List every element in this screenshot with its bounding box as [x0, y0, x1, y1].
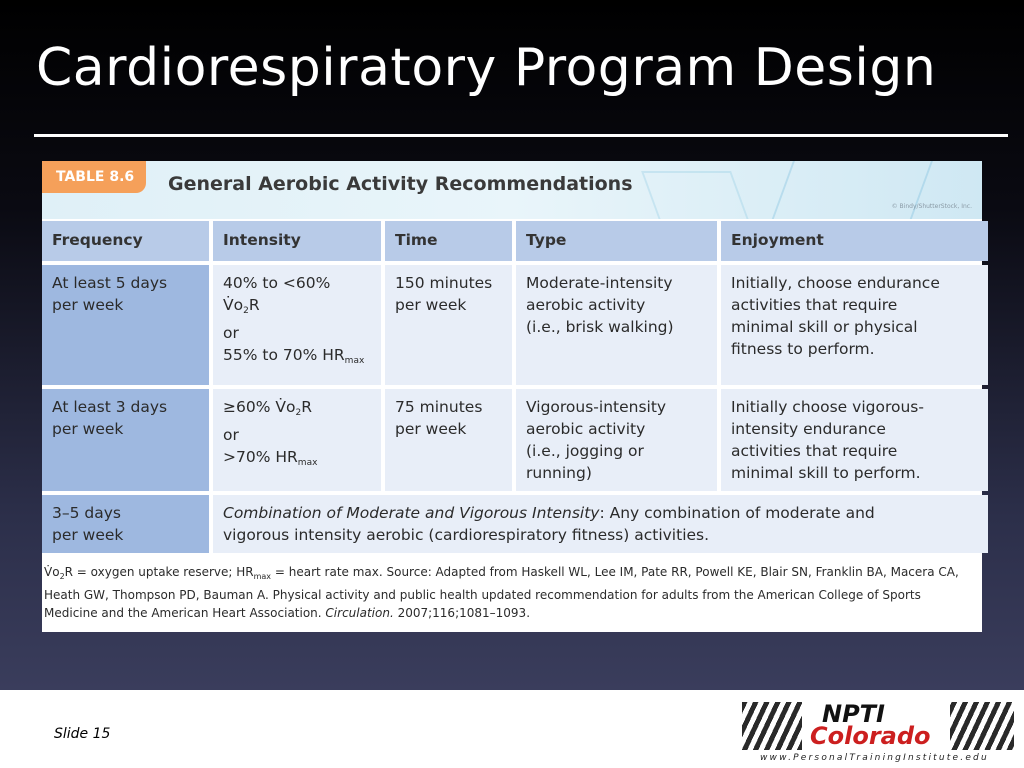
column-header-time: Time: [385, 221, 512, 261]
subscript: max: [253, 572, 272, 581]
vo2-suffix: R: [301, 398, 312, 416]
cell-line: or: [223, 426, 239, 444]
cell-line: per week: [395, 420, 467, 438]
logo-url: www.PersonalTrainingInstitute.edu: [760, 753, 989, 763]
cell-line: per week: [52, 296, 124, 314]
cell-line: At least 3 days: [52, 398, 168, 416]
subscript: max: [297, 458, 318, 468]
cell-line: activities that require: [731, 296, 898, 314]
vo2-suffix: R: [248, 296, 260, 314]
footnote-text: R = oxygen uptake reserve; HR: [64, 565, 254, 579]
recommendations-table: [42, 221, 982, 553]
table-cell-enjoyment: [721, 265, 988, 385]
cell-line: [223, 446, 371, 474]
table-figure: [42, 161, 982, 632]
table-cell-intensity: [213, 265, 381, 385]
cell-line: intensity endurance: [731, 420, 886, 438]
hr-text: 55% to 70% HR: [223, 346, 345, 364]
cell-line: Initially, choose endurance: [731, 274, 940, 292]
cell-line: vigorous intensity aerobic (cardiorespiratory fitness) activities.: [223, 526, 710, 544]
subscript: 2: [243, 306, 249, 316]
cell-line: per week: [395, 296, 467, 314]
cell-line: 3–5 days: [52, 504, 121, 522]
cell-line: [223, 344, 371, 372]
table-header-band: [42, 161, 982, 219]
hr-text: >70% HR: [223, 448, 298, 466]
cell-line: (i.e., jogging or: [526, 442, 644, 460]
table-cell-combined: [213, 495, 988, 553]
logo-npti-text: NPTI: [822, 700, 885, 728]
table-cell-type: [516, 265, 717, 385]
photo-credit: © Bindy/ShutterStock, Inc.: [891, 203, 972, 210]
cell-line: activities that require: [731, 442, 898, 460]
cell-line: [223, 294, 371, 322]
footnote-journal: Circulation.: [325, 606, 394, 620]
combined-text: : Any combination of moderate and: [599, 504, 875, 522]
hexagon-decoration: [641, 171, 753, 219]
cell-line: or: [223, 324, 239, 342]
table-cell-time: [385, 389, 512, 491]
slide-number: Slide 15: [54, 726, 111, 742]
cell-line: [223, 396, 371, 424]
subscript: 2: [59, 572, 65, 581]
vo2-text: ≥60% V̇o: [223, 398, 296, 416]
subscript: max: [344, 356, 365, 366]
table-heading: General Aerobic Activity Recommendations: [168, 173, 633, 195]
table-cell-frequency: [42, 265, 209, 385]
cell-line: Moderate-intensity: [526, 274, 673, 292]
npti-colorado-logo: [742, 700, 1014, 766]
table-cell-frequency: [42, 495, 209, 553]
cell-line: Vigorous-intensity: [526, 398, 667, 416]
table-cell-intensity: [213, 389, 381, 491]
table-tag: TABLE 8.6: [42, 161, 146, 193]
cell-line: 40% to <60%: [223, 274, 331, 292]
cell-line: aerobic activity: [526, 420, 646, 438]
table-cell-frequency: [42, 389, 209, 491]
table-cell-enjoyment: [721, 389, 988, 491]
column-header-type: Type: [516, 221, 717, 261]
cell-line: Initially choose vigorous-: [731, 398, 924, 416]
title-divider: [34, 134, 1008, 137]
cell-line: minimal skill to perform.: [731, 464, 921, 482]
combined-emphasis: Combination of Moderate and Vigorous Intensity: [223, 504, 600, 522]
table-cell-type: [516, 389, 717, 491]
footnote-citation: 2007;116;1081–1093.: [393, 606, 531, 620]
cell-line: fitness to perform.: [731, 340, 875, 358]
cell-line: per week: [52, 420, 124, 438]
cell-line: per week: [52, 526, 124, 544]
cell-line: At least 5 days: [52, 274, 168, 292]
column-header-intensity: Intensity: [213, 221, 381, 261]
table-cell-time: [385, 265, 512, 385]
column-header-enjoyment: Enjoyment: [721, 221, 988, 261]
cell-line: [223, 502, 978, 524]
column-header-frequency: Frequency: [42, 221, 209, 261]
cell-line: running): [526, 464, 592, 482]
footnote-text: = heart rate max. Source: Adapted from Haskell WL, Lee IM, Pate RR, Powell KE, Blair SN, Franklin BA, Macera CA, Heath GW, Thompson PD, Bauman A. Physical activity and public health updated recommendation for adults from the American College of Sports Medicine and the American Heart Association.: [44, 565, 959, 620]
table-footnote: [44, 563, 976, 622]
cell-line: aerobic activity: [526, 296, 646, 314]
cell-line: 150 minutes: [395, 274, 493, 292]
slide-title: Cardiorespiratory Program Design: [36, 38, 937, 98]
hexagon-decoration: [767, 161, 936, 219]
cell-line: minimal skill or physical: [731, 318, 918, 336]
footnote-text: V̇o: [44, 565, 60, 579]
logo-colorado-text: Colorado: [810, 722, 931, 750]
vo2-text: V̇o: [223, 296, 244, 314]
cell-line: (i.e., brisk walking): [526, 318, 674, 336]
cell-line: 75 minutes: [395, 398, 483, 416]
subscript: 2: [295, 408, 302, 418]
